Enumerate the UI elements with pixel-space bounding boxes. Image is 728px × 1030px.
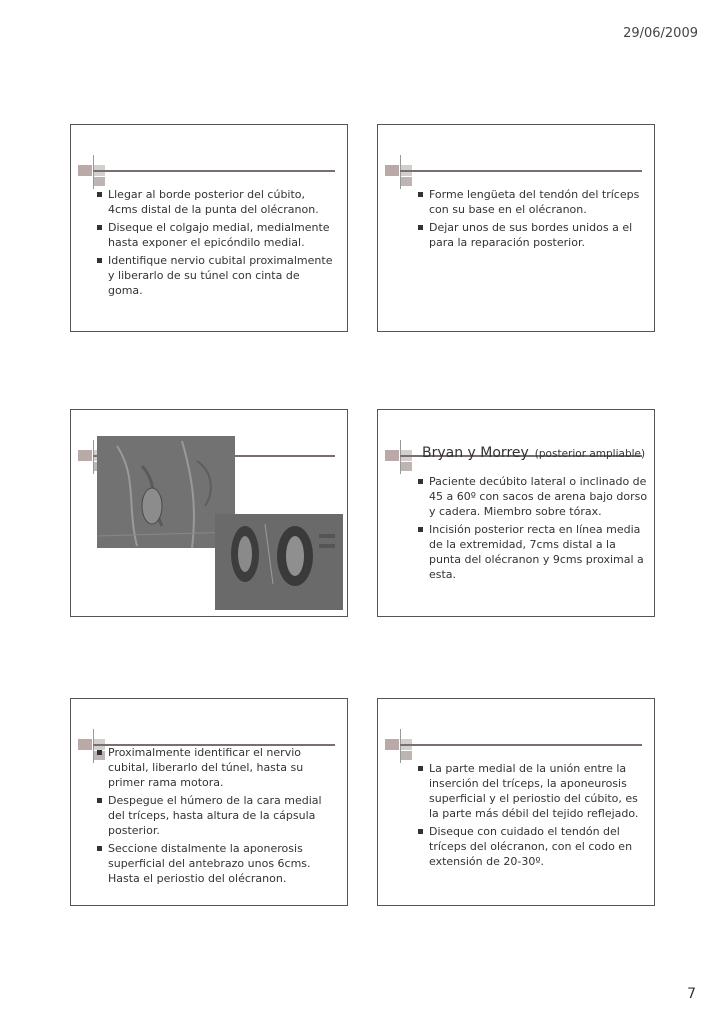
slide-3: [70, 409, 348, 617]
bullet-item: Llegar al borde posterior del cúbito, 4cms distal de la punta del olécranon.: [97, 187, 337, 217]
slide-title-text: Bryan y Morrey: [422, 445, 529, 461]
slide-title: [422, 445, 645, 461]
slide-1: [70, 124, 348, 332]
bullet-item: Diseque con cuidado el tendón del tríceps del olécranon, con el codo en extensión de 20-30º.: [418, 824, 650, 869]
slide-decoration: [71, 125, 349, 195]
bullet-item: Seccione distalmente la aponerosis superficial del antebrazo unos 6cms. Hasta el periostio del olécranon.: [97, 841, 337, 886]
bullet-list: [97, 745, 337, 889]
bullet-list: [418, 761, 650, 872]
bullet-item: Dejar unos de sus bordes unidos a el para la reparación posterior.: [418, 220, 650, 250]
page-date: 29/06/2009: [623, 26, 698, 41]
bullet-item: Incisión posterior recta en línea media de la extremidad, 7cms distal a la punta del olécranon y 9cms proximal a esta.: [418, 522, 650, 582]
slide-5: [70, 698, 348, 906]
page-number: 7: [687, 986, 696, 1002]
slide-decoration: [378, 125, 656, 195]
slide-4: [377, 409, 655, 617]
bullet-list: [97, 187, 337, 301]
bullet-item: Paciente decúbito lateral o inclinado de 45 a 60º con sacos de arena bajo dorso y cadera. Miembro sobre tórax.: [418, 474, 650, 519]
bullet-item: Proximalmente identificar el nervio cubital, liberarlo del túnel, hasta su primer rama motora.: [97, 745, 337, 790]
slide-subtitle: (posterior ampliable): [534, 448, 646, 460]
bullet-list: [418, 187, 650, 253]
surgical-photo-image: [215, 514, 343, 610]
slide-2: [377, 124, 655, 332]
bullet-list: [418, 474, 650, 585]
bullet-item: Identifique nervio cubital proximalmente y liberarlo de su túnel con cinta de goma.: [97, 253, 337, 298]
bullet-item: Diseque el colgajo medial, medialmente hasta exponer el epicóndilo medial.: [97, 220, 337, 250]
slide-decoration: [378, 699, 656, 769]
bullet-item: La parte medial de la unión entre la inserción del tríceps, la aponeurosis superficial y el periostio del cúbito, es la parte más débil del tejido reflejado.: [418, 761, 650, 821]
bullet-item: Despegue el húmero de la cara medial del tríceps, hasta altura de la cápsula posterior.: [97, 793, 337, 838]
slide-6: [377, 698, 655, 906]
bullet-item: Forme lengüeta del tendón del tríceps con su base en el olécranon.: [418, 187, 650, 217]
